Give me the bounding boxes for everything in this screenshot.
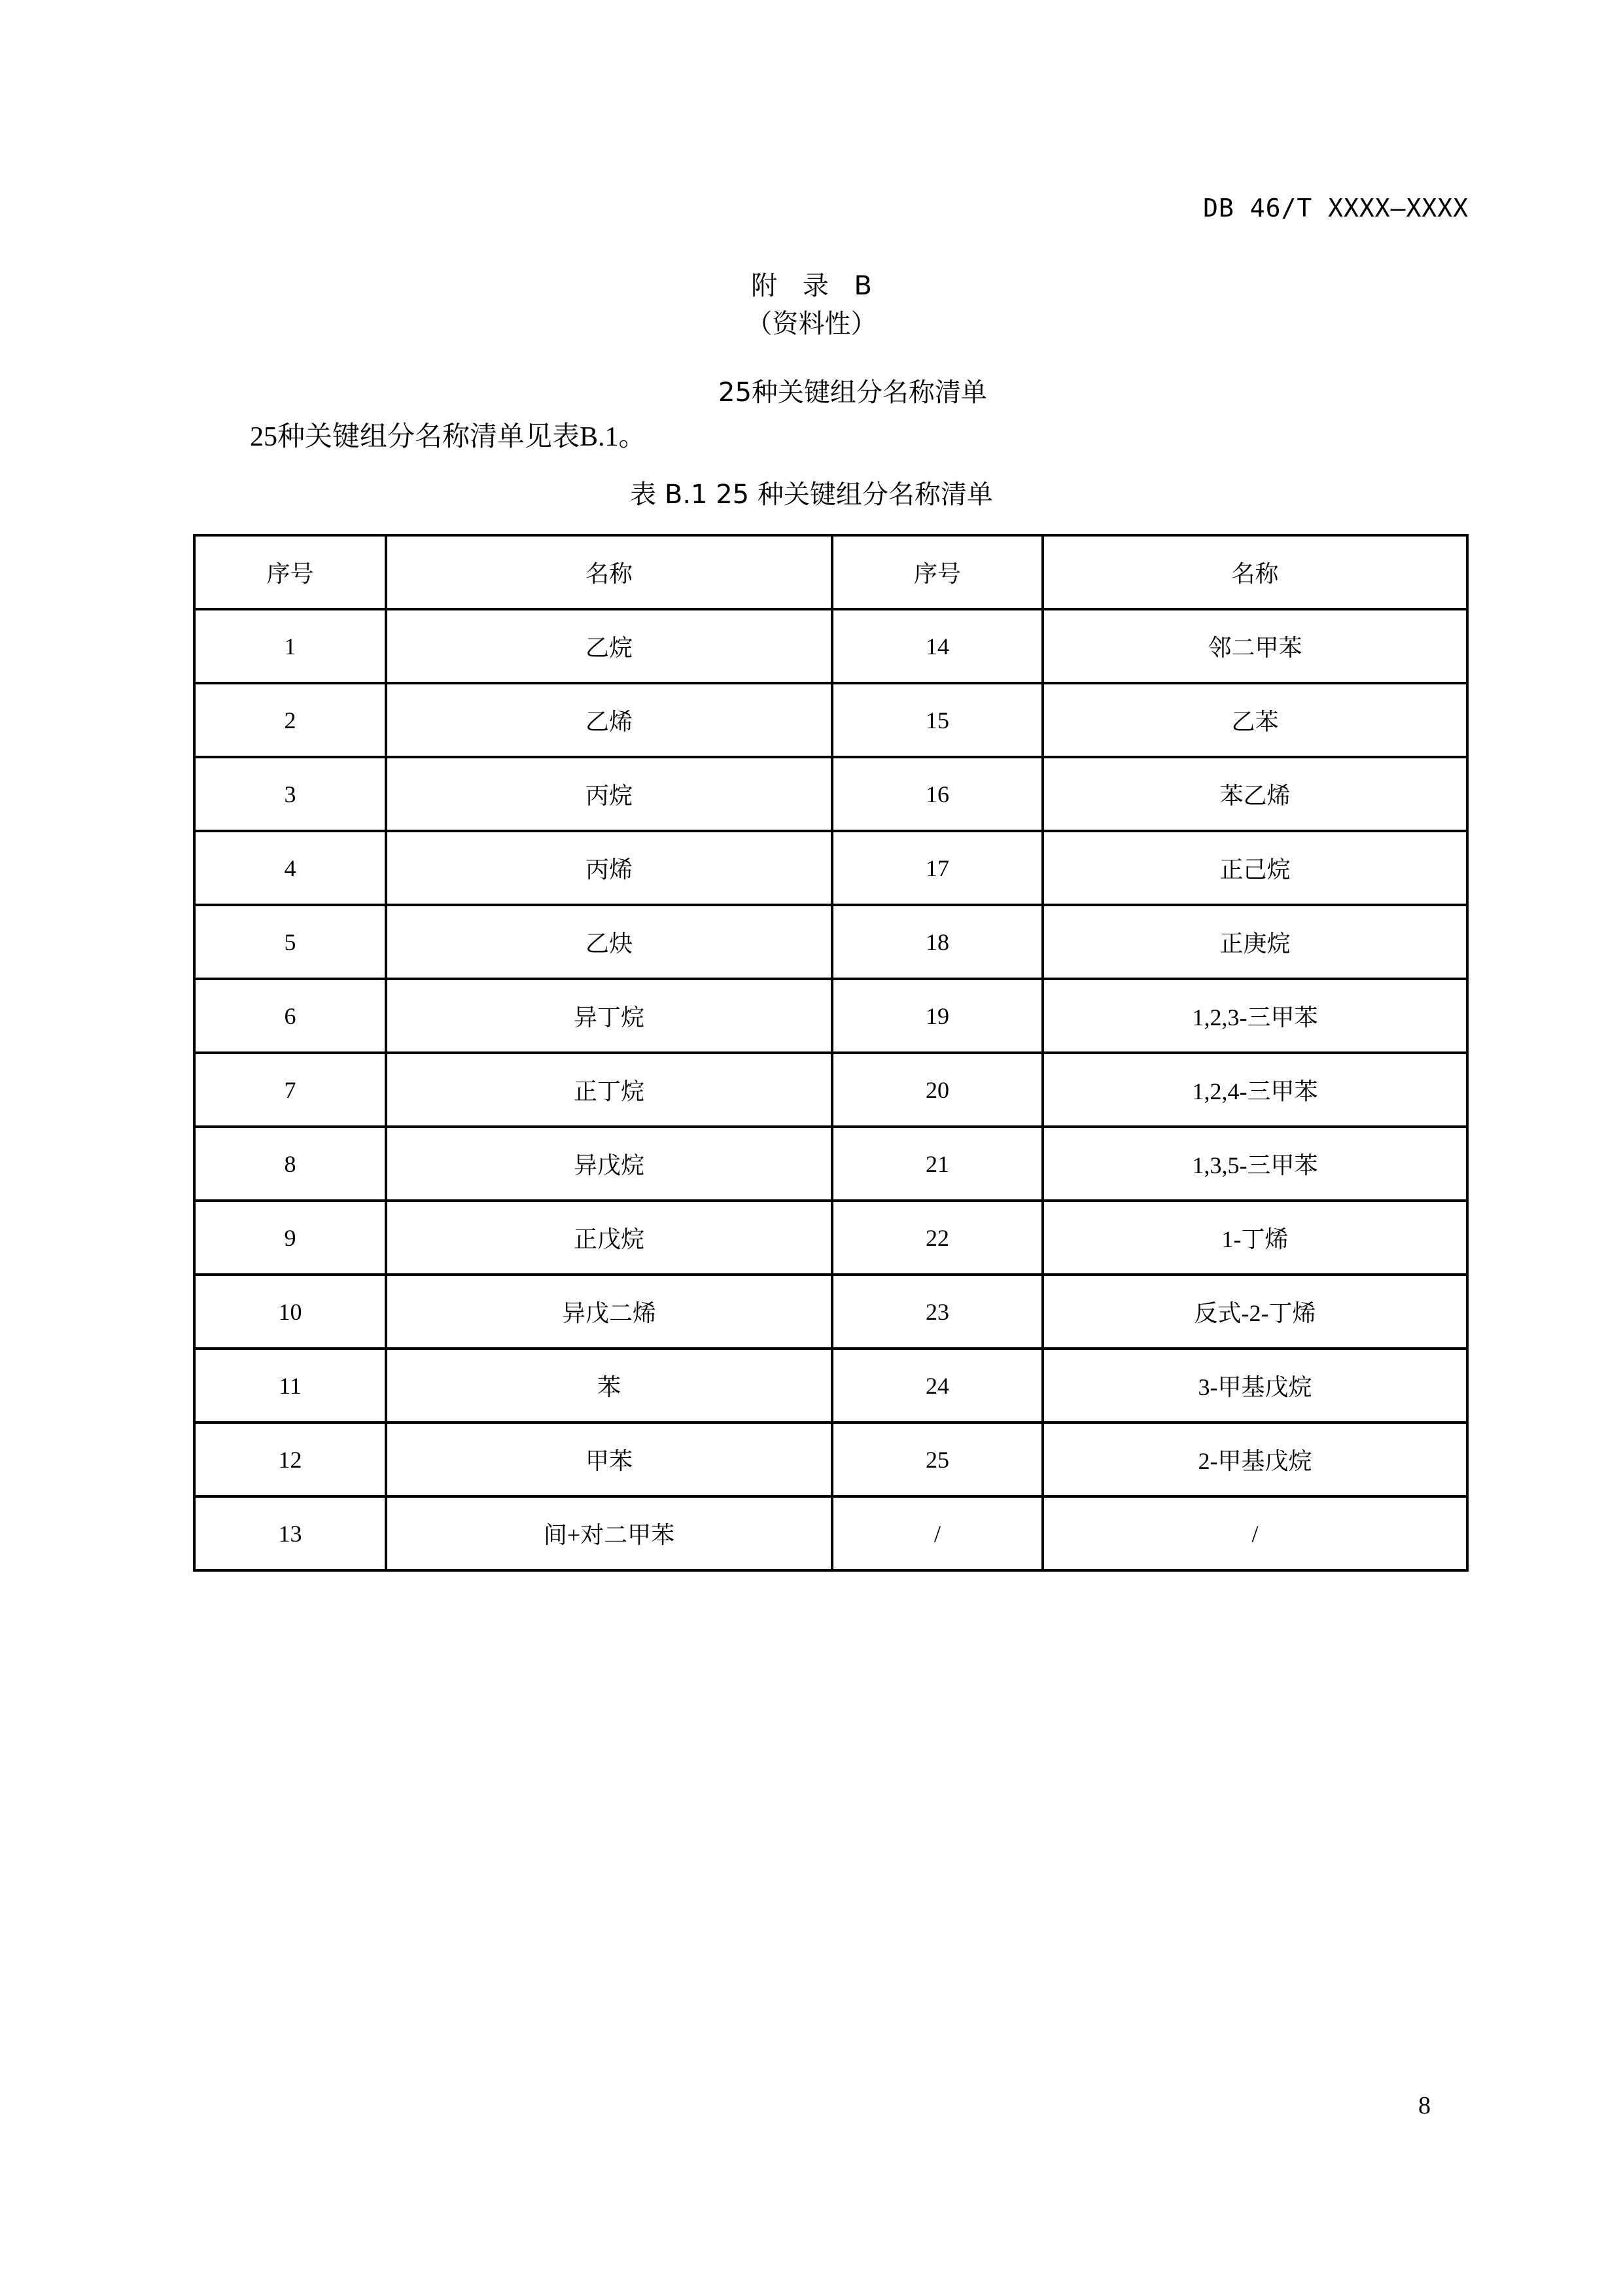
row-index-left: 6 (194, 979, 386, 1053)
table-row (194, 1496, 1467, 1570)
row-index-right: 25 (832, 1422, 1043, 1496)
row-name-left: 苯 (386, 1349, 832, 1422)
row-index-left: 9 (194, 1201, 386, 1275)
row-name-right: 邻二甲苯 (1043, 609, 1467, 683)
row-name-right: / (1043, 1496, 1467, 1570)
row-name-left: 丙烯 (386, 831, 832, 905)
row-index-left: 5 (194, 905, 386, 979)
row-name-right: 3-甲基戊烷 (1043, 1349, 1467, 1422)
row-name-right: 苯乙烯 (1043, 757, 1467, 831)
row-index-right: 22 (832, 1201, 1043, 1275)
row-index-right: 21 (832, 1127, 1043, 1201)
page-number: 8 (1418, 2092, 1431, 2119)
row-name-left: 正丁烷 (386, 1053, 832, 1127)
row-name-right: 1,2,3-三甲苯 (1043, 979, 1467, 1053)
table-row (194, 1053, 1467, 1127)
header-index-right: 序号 (832, 535, 1043, 609)
row-index-left: 10 (194, 1275, 386, 1349)
row-name-right: 正庚烷 (1043, 905, 1467, 979)
row-index-right: 17 (832, 831, 1043, 905)
section-title: 25种关键组分名称清单 (718, 378, 987, 408)
table-row (194, 905, 1467, 979)
table-row (194, 1201, 1467, 1275)
row-index-right: 14 (832, 609, 1043, 683)
row-index-right: 24 (832, 1349, 1043, 1422)
table-caption: 表 B.1 25 种关键组分名称清单 (630, 480, 993, 510)
row-index-left: 7 (194, 1053, 386, 1127)
row-name-left: 异戊二烯 (386, 1275, 832, 1349)
row-index-right: 20 (832, 1053, 1043, 1127)
table-row (194, 1127, 1467, 1201)
row-index-left: 8 (194, 1127, 386, 1201)
appendix-nature: （资料性） (746, 309, 877, 339)
table-header-row (194, 535, 1467, 609)
row-index-left: 4 (194, 831, 386, 905)
row-name-right: 2-甲基戊烷 (1043, 1422, 1467, 1496)
row-name-right: 1-丁烯 (1043, 1201, 1467, 1275)
row-index-right: 19 (832, 979, 1043, 1053)
components-table (193, 534, 1469, 1572)
document-code: DB 46/T XXXX—XXXX (1203, 194, 1469, 222)
table-row (194, 831, 1467, 905)
row-name-right: 乙苯 (1043, 683, 1467, 757)
row-name-left: 乙烯 (386, 683, 832, 757)
row-name-left: 异戊烷 (386, 1127, 832, 1201)
table-row (194, 683, 1467, 757)
header-index-left: 序号 (194, 535, 386, 609)
table-row (194, 1275, 1467, 1349)
row-name-right: 1,2,4-三甲苯 (1043, 1053, 1467, 1127)
row-name-left: 间+对二甲苯 (386, 1496, 832, 1570)
row-name-left: 乙炔 (386, 905, 832, 979)
row-index-right: / (832, 1496, 1043, 1570)
appendix-title: 附 录 B (751, 271, 872, 301)
row-name-left: 丙烷 (386, 757, 832, 831)
row-index-left: 11 (194, 1349, 386, 1422)
row-name-left: 乙烷 (386, 609, 832, 683)
row-index-right: 18 (832, 905, 1043, 979)
row-index-right: 23 (832, 1275, 1043, 1349)
table-row (194, 1422, 1467, 1496)
row-name-right: 反式-2-丁烯 (1043, 1275, 1467, 1349)
table-row (194, 979, 1467, 1053)
row-name-left: 正戊烷 (386, 1201, 832, 1275)
row-name-left: 异丁烷 (386, 979, 832, 1053)
table-row (194, 1349, 1467, 1422)
row-index-left: 2 (194, 683, 386, 757)
row-index-left: 13 (194, 1496, 386, 1570)
row-name-left: 甲苯 (386, 1422, 832, 1496)
table-row (194, 757, 1467, 831)
row-index-left: 3 (194, 757, 386, 831)
header-name-left: 名称 (386, 535, 832, 609)
header-name-right: 名称 (1043, 535, 1467, 609)
row-name-right: 1,3,5-三甲苯 (1043, 1127, 1467, 1201)
body-paragraph: 25种关键组分名称清单见表B.1。 (250, 422, 646, 452)
table-row (194, 609, 1467, 683)
row-index-right: 16 (832, 757, 1043, 831)
row-index-right: 15 (832, 683, 1043, 757)
row-index-left: 1 (194, 609, 386, 683)
row-name-right: 正己烷 (1043, 831, 1467, 905)
row-index-left: 12 (194, 1422, 386, 1496)
